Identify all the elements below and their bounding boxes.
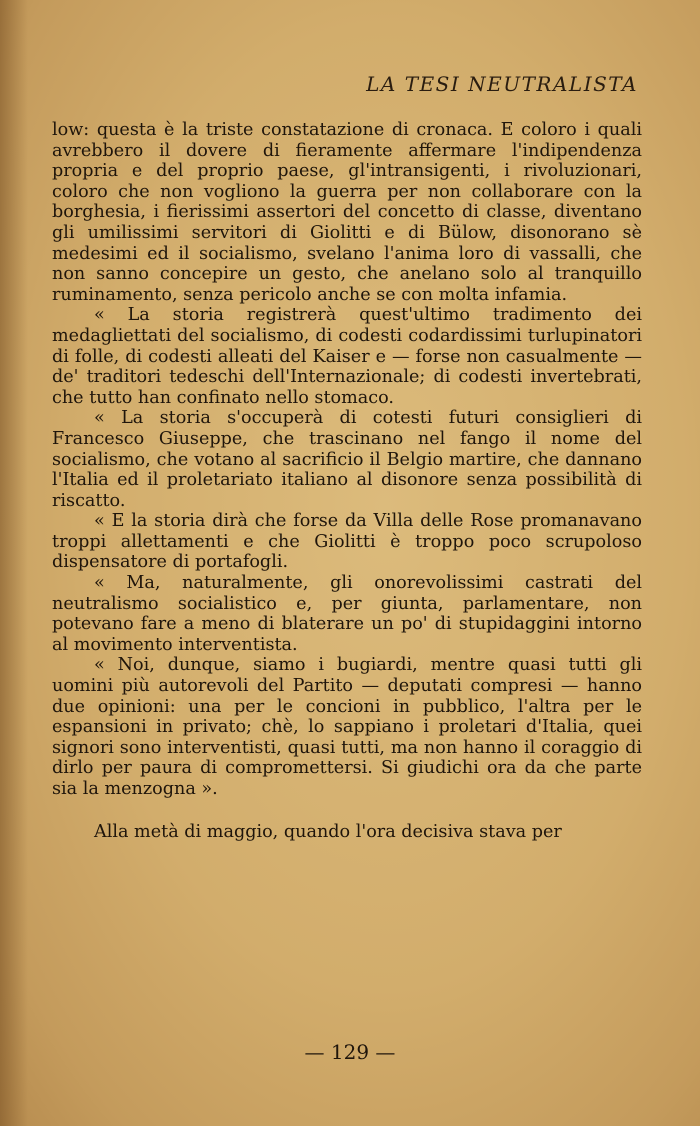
paragraph-7: Alla metà di maggio, quando l'ora decisiva stava per [94,821,562,842]
page-number: — 129 — [304,1040,396,1064]
running-header: LA TESI NEUTRALISTA [366,72,638,96]
paragraph-5: « Ma, naturalmente, gli onorevolissimi castrati del neutralismo socialistico e, per giunta, parlamentare, non potevano fare a meno di blaterare un po' di stupidaggini intorno al movimento interventista. [52,573,642,655]
paragraph-2: « La storia registrerà quest'ultimo tradimento dei medagliettati del socialismo, di codesti codardissimi turlupinatori di folle, di codesti alleati del Kaiser e — forse non casualmente — de' traditori tedeschi dell'Internazionale; di codesti invertebrati, che tutto han confinato nello stomaco. [52,305,642,408]
page-body [52,120,642,842]
paragraph-3: « La storia s'occuperà di cotesti futuri consiglieri di Francesco Giuseppe, che trascinano nel fango il nome del socialismo, che votano al sacrificio il Belgio martire, che dannano l'Italia ed il proletariato italiano al disonore senza possibilità di riscatto. [52,408,642,511]
binding-shadow [0,0,28,1126]
paragraph-4: « E la storia dirà che forse da Villa delle Rose promanavano troppi allettamenti e che Giolitti è troppo poco scrupoloso dispensatore di portafogli. [52,511,642,573]
paragraph-6: « Noi, dunque, siamo i bugiardi, mentre quasi tutti gli uomini più autorevoli del Partito — deputati compresi — hanno due opinioni: una per le concioni in pubblico, l'altra per le espansioni in privato; chè, lo sappiano i proletari d'Italia, quei signori sono interventisti, quasi tutti, ma non hanno il coraggio di dirlo per paura di compromettersi. Si giudichi ora da che parte sia la menzogna ». [52,655,642,799]
paragraph-1: low: questa è la triste constatazione di cronaca. E coloro i quali avrebbero il dovere di fieramente affermare l'indipendenza propria e del proprio paese, gl'intransigenti, i rivoluzionari, coloro che non vogliono la guerra per non collaborare con la borghesia, i fierissimi assertori del concetto di classe, diventano gli umilissimi servitori di Giolitti e di Bülow, disonorano sè medesimi ed il socialismo, svelano l'anima loro di vassalli, che non sanno concepire un gesto, che anelano solo al tranquillo ruminamento, senza pericolo anche se con molta infamia. [52,120,642,305]
